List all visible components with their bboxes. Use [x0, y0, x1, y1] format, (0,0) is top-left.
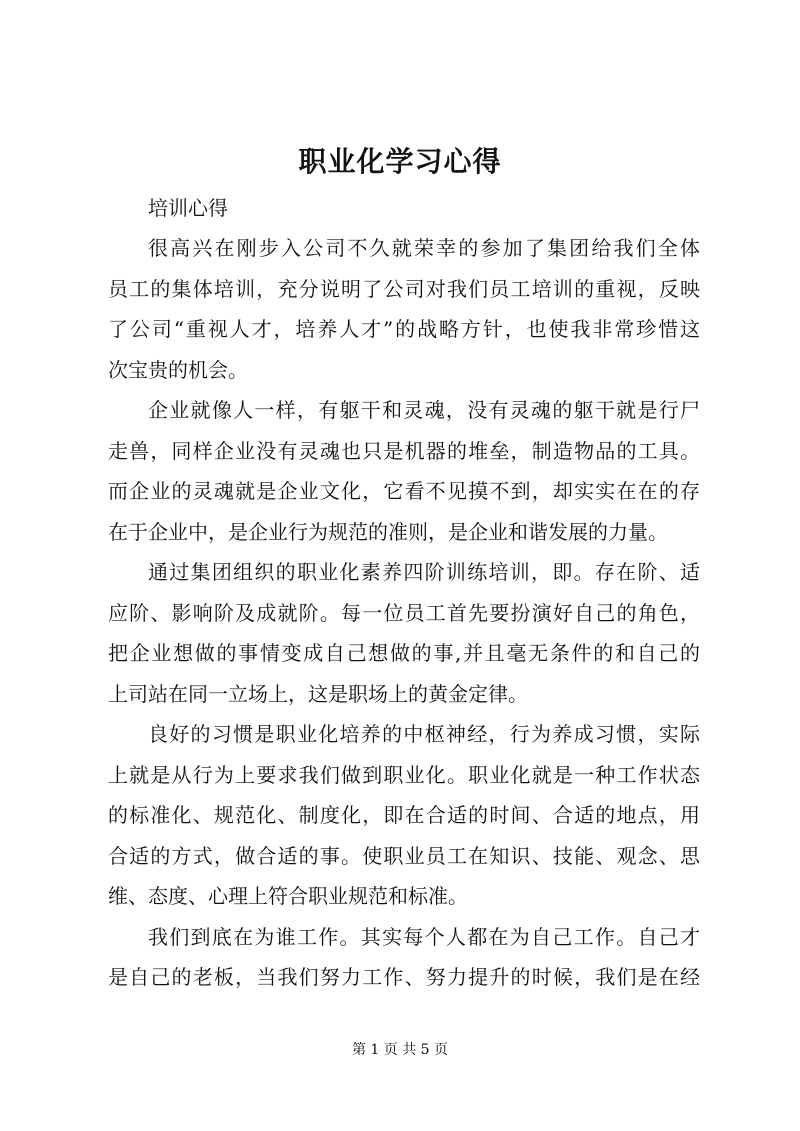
text-line: 了公司“重视人才，培养人才”的战略方针，也使我非常珍惜这 [108, 317, 700, 341]
text-line: 是自己的老板，当我们努力工作、努力提升的时候，我们是在经 [108, 965, 700, 989]
text-line: 上就是从行为上要求我们做到职业化。职业化就是一种工作状态 [108, 762, 700, 787]
text-line: 良好的习惯是职业化培养的中枢神经，行为养成习惯，实际 [148, 722, 700, 746]
page-footer: 第 1 页 共 5 页 [351, 1042, 449, 1058]
text-line: 企业就像人一样，有躯干和灵魂，没有灵魂的躯干就是行尸 [148, 398, 700, 422]
text-line: 而企业的灵魂就是企业文化，它看不见摸不到，却实实在在的存 [108, 479, 700, 503]
text-line: 在于企业中，是企业行为规范的准则，是企业和谐发展的力量。 [108, 519, 668, 544]
text-line: 通过集团组织的职业化素养四阶训练培训，即。存在阶、适 [148, 560, 700, 584]
text-line: 把企业想做的事情变成自己想做的事,并且毫无条件的和自己的 [108, 641, 700, 665]
text-line: 很高兴在刚步入公司不久就荣幸的参加了集团给我们全体 [148, 236, 700, 260]
paragraph [108, 228, 700, 390]
text-line: 走兽，同样企业没有灵魂也只是机器的堆垒，制造物品的工具。 [108, 438, 700, 463]
document-body [108, 228, 700, 998]
text-line: 次宝贵的机会。 [108, 357, 248, 382]
text-line: 我们到底在为谁工作。其实每个人都在为自己工作。自己才 [148, 924, 700, 949]
text-line: 员工的集体培训，充分说明了公司对我们员工培训的重视，反映 [108, 276, 700, 301]
paragraph [108, 917, 700, 998]
text-line: 维、态度、心理上符合职业规范和标准。 [108, 884, 468, 908]
document-title: 职业化学习心得 [298, 145, 502, 178]
text-line: 应阶、影响阶及成就阶。每一位员工首先要扮演好自己的角色， [108, 600, 700, 625]
text-line: 上司站在同一立场上，这是职场上的黄金定律。 [108, 681, 528, 706]
paragraph [108, 390, 700, 552]
text-line: 的标准化、规范化、制度化，即在合适的时间、合适的地点，用 [108, 803, 700, 827]
paragraph [108, 552, 700, 714]
paragraph [108, 714, 700, 917]
document-subtitle: 培训心得 [148, 196, 228, 220]
text-line: 合适的方式，做合适的事。使职业员工在知识、技能、观念、思 [108, 843, 700, 868]
